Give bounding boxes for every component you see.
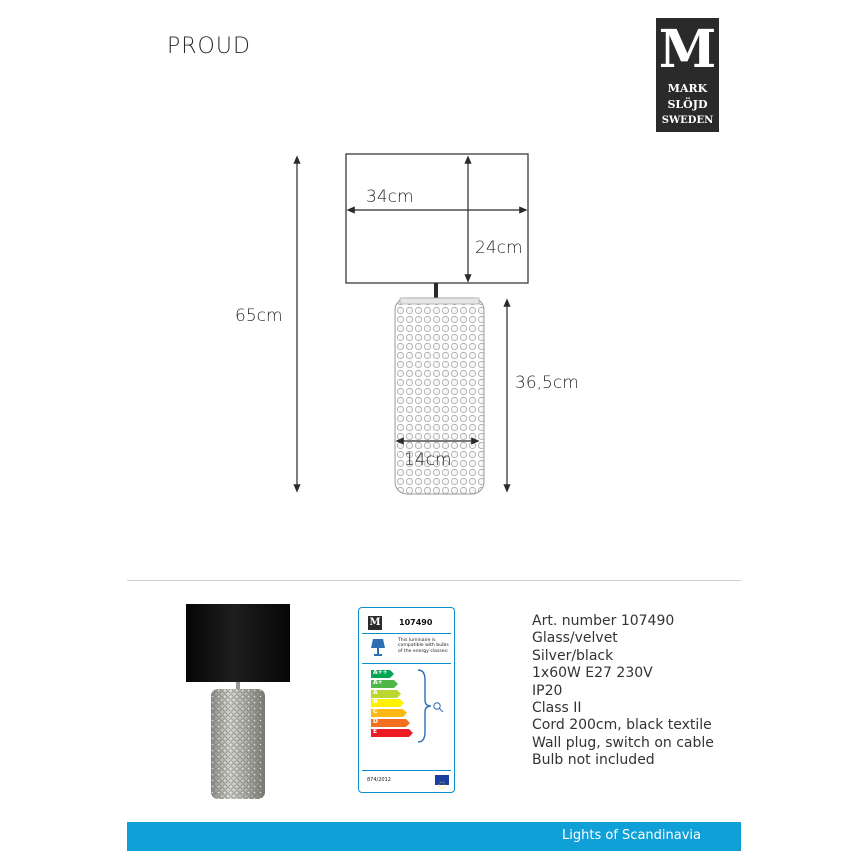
product-photo	[186, 604, 290, 800]
spec-ip-rating: IP20	[532, 682, 563, 699]
base-height-label: 36,5cm	[515, 373, 579, 393]
footer-text: Lights of Scandinavia	[562, 828, 701, 843]
section-divider	[127, 580, 741, 581]
energy-label	[358, 607, 455, 793]
base-width-label: 14cm	[404, 450, 452, 470]
logo-line-3: SWEDEN	[661, 115, 714, 126]
specs-list	[532, 613, 714, 770]
eu-flag-icon	[435, 775, 449, 785]
shade-height-label: 24cm	[475, 238, 523, 258]
energy-regulation: 874/2012	[367, 777, 391, 783]
spec-bulb-included: Bulb not included	[532, 752, 655, 769]
spec-plug: Wall plug, switch on cable	[532, 734, 714, 751]
spec-cord: Cord 200cm, black textile	[532, 717, 712, 734]
brace-bulb-icon	[415, 668, 445, 744]
energy-class-bar: C	[371, 709, 403, 717]
logo-letter: M	[658, 19, 717, 80]
energy-class-scale	[371, 670, 409, 739]
energy-class-bar: A	[371, 690, 397, 698]
spec-bulb: 1x60W E27 230V	[532, 665, 653, 682]
shade-width-label: 34cm	[366, 187, 414, 207]
footer-banner	[127, 822, 741, 851]
total-height-label: 65cm	[235, 306, 283, 326]
energy-class-bar: E	[371, 729, 409, 737]
energy-class-bar: B	[371, 699, 400, 707]
spec-class: Class II	[532, 700, 582, 717]
logo-line-2: SLÖJD	[667, 98, 708, 111]
lamp-shade-outline	[346, 154, 528, 283]
lamp-rod	[434, 283, 438, 299]
energy-article: 107490	[399, 618, 433, 627]
spec-color: Silver/black	[532, 647, 614, 664]
energy-class-bar: A++	[371, 670, 390, 678]
energy-notice: This luminaire is compatible with bulbs of the energy classes:	[398, 638, 449, 654]
spec-article-number: Art. number 107490	[532, 613, 675, 629]
product-title: PROUD	[167, 34, 251, 59]
spec-material: Glass/velvet	[532, 630, 618, 647]
energy-class-bar: D	[371, 719, 406, 727]
photo-shade	[186, 604, 290, 682]
logo-line-1: MARK	[667, 82, 708, 95]
lamp-icon	[371, 639, 385, 657]
energy-logo-icon: M	[369, 617, 381, 628]
energy-class-bar: A+	[371, 680, 394, 688]
